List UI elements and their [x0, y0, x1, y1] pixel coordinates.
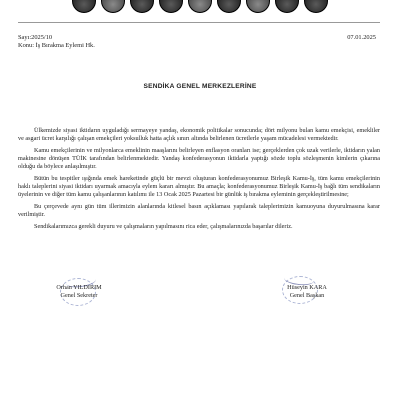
signature-block-right — [272, 284, 342, 300]
organization-emblem-icon — [246, 0, 270, 13]
signatory-name: Hüseyin KARA — [287, 284, 327, 291]
organization-emblem-icon — [101, 0, 125, 13]
header-divider — [18, 22, 380, 23]
body-paragraph: Bu çerçevede aynı gün tüm illerimizin alanlarında kitlesel basın açıklaması yapılarak taleplerimizin kamuoyuna duyurulmasına karar verilmiştir. — [18, 203, 380, 218]
signatory-name: Orhan YILDIRIM — [56, 284, 102, 291]
body-paragraph: Bütün bu tespitler ışığında emek hareketinde güçlü bir mevzi oluşturan konfederasyonumuz Birleşik Kamu-İş, tüm kamu emekçilerinin haklı taleplerini siyasi iktidarı uyarmak amacıyla eylem kararı almıştır. Bu amaçla; konfederasyonumuz Birleşik Kamu-İş bağlı tüm sendikaların üyelerinin ve diğer tüm kamu çalışanlarının katılımı ile 13 Ocak 2025 Pazartesi bir günlük iş bırakma eyleminin gerçekleştirilmesine; — [18, 175, 380, 198]
document-body — [18, 127, 380, 236]
organization-emblem-icon — [304, 0, 328, 13]
document-title: SENDİKA GENEL MERKEZLERİNE — [143, 83, 257, 90]
document-subject: Konu: İş Bırakma Eylemi Hk. — [18, 42, 95, 49]
body-paragraph: Sendikalarımızca gerekli duyuru ve çalışmaların yapılmasını rica eder, çalışmalarınızda başarılar dileriz. — [34, 223, 293, 231]
signature-block-left — [44, 284, 114, 300]
document-number: Sayı:2025/10 — [18, 34, 53, 41]
letterhead — [0, 0, 400, 16]
signatory-role: Genel Sekreter — [60, 292, 98, 299]
body-paragraph: Ülkemizde siyasi iktidarın uyguladığı sermayeye yandaş, ekonomik politikalar sonucunda; dört milyonu bulan kamu emekçisi, emekliler ve asgari ücret karşılığı çalışan emekçileri yoksulluk hatta açlık sınırı altında belirlenen ücretlerle yaşam mücadelesi vermektedir. — [18, 127, 380, 142]
signatory-role: Genel Başkan — [289, 292, 325, 299]
organization-emblem-icon — [72, 0, 96, 13]
body-paragraph: Kamu emekçilerinin ve milyonlarca emeklinin maaşlarını belirleyen enflasyon oranları ise; gerçeklerden çok uzak verilerle, iktidarın yalan makinesine dönüşen TÜİK tarafından belirlenmektedir. Yandaş konfederasyonun iktidarla yaptığı sözde toplu sözleşmenin kimlerin çıkarına olduğu da böylece anlaşılmıştır. — [18, 147, 380, 170]
document-date: 07.01.2025 — [347, 34, 376, 41]
organization-emblem-icon — [275, 0, 299, 13]
organization-emblem-icon — [159, 0, 183, 13]
organization-emblem-icon — [217, 0, 241, 13]
organization-emblem-icon — [188, 0, 212, 13]
organization-emblem-icon — [130, 0, 154, 13]
